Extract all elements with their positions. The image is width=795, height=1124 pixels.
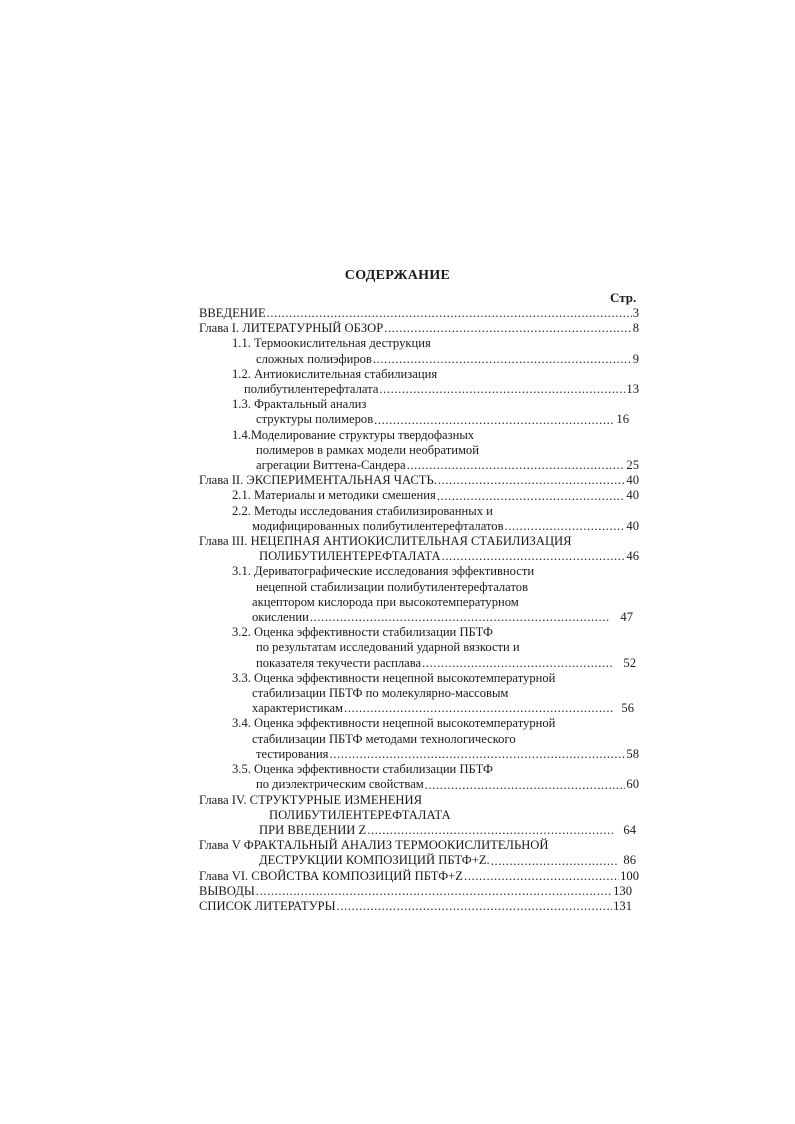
toc-page-number: 58 [626,746,639,761]
dot-leader [422,656,614,671]
toc-entry-title-cont: ПОЛИБУТИЛЕНТЕРЕФТАЛАТА [259,549,441,564]
toc-entry-title: 1.1. Термоокислительная деструкция [232,336,431,351]
dot-leader [337,899,612,914]
toc-page-number: 3 [632,306,639,320]
toc-entry-title: Глава IV. СТРУКТУРНЫЕ ИЗМЕНЕНИЯ [199,792,422,807]
toc-entry-title-cont: агрегации Виттена-Сандера [256,458,406,473]
toc-entry-title-cont: характеристикам [252,701,344,716]
toc-entry-title-cont: нецепной стабилизации полибутилентерефталатов [256,579,529,594]
toc-entry-title: СПИСОК ЛИТЕРАТУРЫ [199,898,336,913]
toc-entry-section-2-2[interactable] [199,504,639,534]
toc-entry-title: 1.3. Фрактальный анализ [232,397,367,412]
toc-entry-title: Глава II. ЭКСПЕРИМЕНТАЛЬНАЯ ЧАСТЬ. [199,473,437,488]
dot-leader [425,778,626,793]
toc-page-number: 64 [623,822,636,837]
toc-entry-title-cont: структуры полимеров [256,412,374,427]
toc-entry-title: 1.4.Моделирование структуры твердофазных [232,427,475,442]
dot-leader [407,458,626,473]
dot-leader [384,321,631,336]
toc-page-number: 40 [626,473,639,488]
toc-entry-title: 2.1. Материалы и методики смешения [232,488,436,503]
toc-entry-section-1-2[interactable] [199,367,639,397]
toc-page-number: 46 [626,549,639,564]
toc-entry-chapter-5[interactable] [199,838,639,868]
toc-entry-title-cont: полибутилентерефталата [244,382,379,397]
toc-entry-title-cont: ДЕСТРУКЦИИ КОМПОЗИЦИЙ ПБТФ+Z. [259,853,490,868]
toc-entry-section-3-3[interactable] [199,671,639,717]
toc-entry-title: 2.2. Методы исследования стабилизированных и [232,503,493,518]
page-column-header: Стр. [610,290,637,305]
toc-entry-section-3-2[interactable] [199,625,639,671]
toc-page-number: 56 [621,701,634,716]
toc-entry-introduction[interactable] [199,306,639,321]
dot-leader [374,413,615,428]
toc-entry-title: Глава I. ЛИТЕРАТУРНЫЙ ОБЗОР [199,321,384,336]
toc-entry-title: Глава VI. СВОЙСТВА КОМПОЗИЦИЙ ПБТФ+Z [199,868,463,883]
toc-page-number: 40 [626,488,639,503]
toc-entry-section-1-3[interactable] [199,397,639,427]
toc-page-number: 40 [626,518,639,533]
table-of-contents [199,306,639,914]
toc-entry-title: 3.4. Оценка эффективности нецепной высокотемпературной [232,716,556,731]
toc-entry-section-3-1[interactable] [199,564,639,625]
toc-entry-title-cont: тестирования [256,746,329,761]
toc-page-number: 100 [620,868,639,883]
toc-page-number: 130 [613,883,632,898]
toc-entry-section-1-4[interactable] [199,428,639,474]
toc-entry-chapter-3[interactable] [199,534,639,564]
dot-leader [438,473,626,488]
dot-leader [329,747,625,762]
dot-leader [367,823,614,838]
toc-page-number: 16 [616,412,629,427]
toc-entry-title-cont: полимеров в рамках модели необратимой [256,442,479,457]
toc-entry-title-cont: по диэлектрическим свойствам [256,777,424,792]
toc-page-number: 86 [623,853,636,868]
toc-entry-title: ВЫВОДЫ [199,883,255,898]
dot-leader [256,884,612,899]
toc-entry-title-cont: стабилизации ПБТФ методами технологического [252,731,516,746]
toc-entry-title-cont: ПОЛИБУТИЛЕНТЕРЕФТАЛАТА [269,807,451,822]
toc-entry-title: 3.3. Оценка эффективности нецепной высокотемпературной [232,670,556,685]
toc-entry-chapter-1[interactable] [199,321,639,336]
dot-leader [344,701,614,716]
toc-entry-references[interactable] [199,899,639,914]
toc-entry-title-cont: окислении [252,610,309,625]
toc-entry-title-cont: акцептором кислорода при высокотемпературном [252,594,519,609]
toc-page-number: 60 [626,777,639,792]
toc-entry-title: 3.5. Оценка эффективности стабилизации ПБТФ [232,762,493,777]
dot-leader [491,854,619,869]
toc-entry-conclusions[interactable] [199,884,639,899]
toc-entry-title: ВВЕДЕНИЕ [199,306,266,320]
dot-leader [267,306,632,321]
toc-page-number: 9 [632,351,639,366]
toc-entry-section-1-1[interactable] [199,336,639,366]
toc-page-number: 131 [613,898,632,913]
toc-entry-chapter-6[interactable] [199,869,639,884]
toc-entry-section-3-5[interactable] [199,762,639,792]
toc-entry-title: 3.2. Оценка эффективности стабилизации ПБТФ [232,625,493,640]
toc-entry-title-cont: сложных полиэфиров [256,351,372,366]
toc-entry-chapter-2[interactable] [199,473,639,488]
toc-page-number: 52 [623,655,636,670]
toc-entry-section-3-4[interactable] [199,716,639,762]
toc-entry-title: 3.1. Дериватографические исследования эффективности [232,564,535,579]
dot-leader [437,489,626,504]
toc-page-number: 25 [626,458,639,473]
toc-entry-title-cont: стабилизации ПБТФ по молекулярно-массовым [252,686,509,701]
toc-entry-section-2-1[interactable] [199,488,639,503]
toc-entry-title-cont: по результатам исследований ударной вязкости и [256,640,520,655]
toc-page-number: 47 [620,610,633,625]
toc-page-number: 8 [632,321,639,336]
toc-entry-title: Глава V ФРАКТАЛЬНЫЙ АНАЛИЗ ТЕРМООКИСЛИТЕЛЬНОЙ [199,838,549,853]
toc-entry-title-cont: ПРИ ВВЕДЕНИИ Z [259,822,367,837]
toc-entry-title: Глава III. НЕЦЕПНАЯ АНТИОКИСЛИТЕЛЬНАЯ СТАБИЛИЗАЦИЯ [199,534,572,549]
dot-leader [464,869,619,884]
page-title: СОДЕРЖАНИЕ [344,268,451,283]
toc-entry-title-cont: модифицированных полибутилентерефталатов [252,518,504,533]
toc-entry-chapter-4[interactable] [199,793,639,839]
toc-entry-title: 1.2. Антиокислительная стабилизация [232,366,438,381]
dot-leader [379,382,625,397]
dot-leader [505,519,626,534]
toc-page-number: 13 [626,382,639,397]
dot-leader [442,549,626,564]
dot-leader [310,610,610,625]
toc-entry-title-cont: показателя текучести расплава [256,655,422,670]
dot-leader [373,352,632,367]
